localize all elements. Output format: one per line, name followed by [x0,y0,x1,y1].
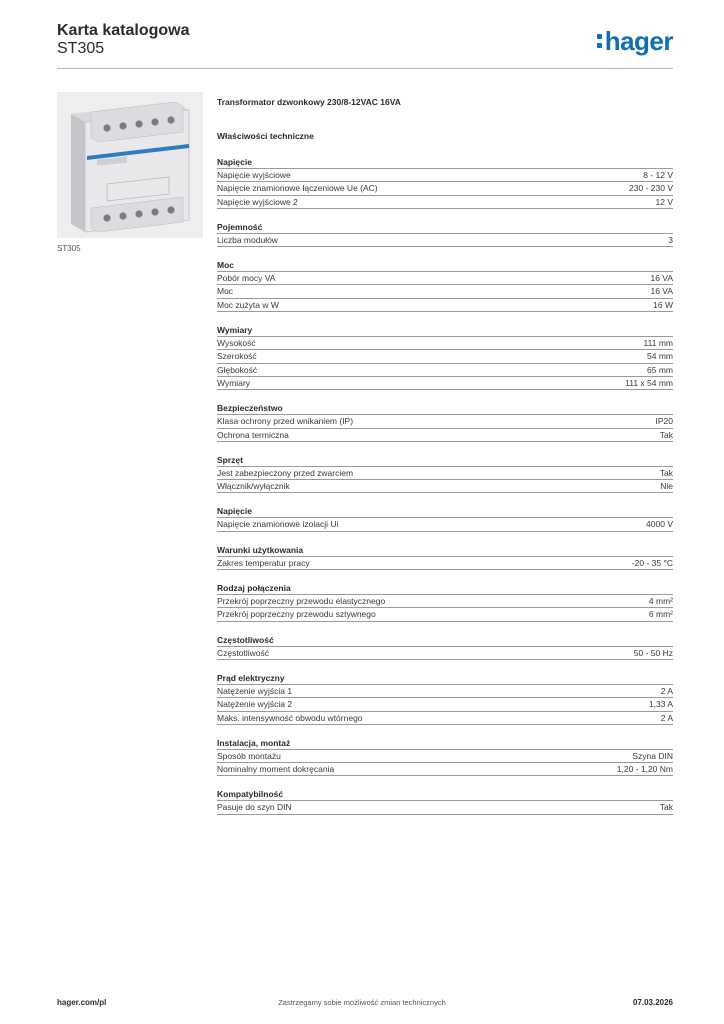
product-code: ST305 [57,40,105,57]
spec-row [217,415,673,428]
footer-date: 07.03.2026 [632,998,673,1007]
spec-value: Tak [659,429,673,440]
document-title: Karta katalogowa [57,22,190,39]
logo-text: hager [604,26,673,56]
page-header [57,22,673,70]
spec-label: Napięcie znamionowe izolacji Ui [217,519,339,530]
header-divider [57,68,673,69]
spec-value: 65 mm [647,364,673,375]
spec-row [217,698,673,711]
spec-label: Jest zabezpieczony przed zwarciem [217,467,354,478]
spec-row [217,518,673,531]
spec-row [217,299,673,312]
spec-value: Szyna DIN [632,750,673,761]
spec-section [217,788,673,814]
spec-value: 12 V [655,196,673,207]
spec-label: Włącznik/wyłącznik [217,481,290,492]
spec-value: 16 VA [650,286,673,297]
spec-label: Napięcie znamionowe łączeniowe Ue (AC) [217,183,378,194]
spec-label: Przekrój poprzeczny przewodu sztywnego [217,609,376,620]
section-title: Wymiary [217,324,673,337]
spec-label: Nominalny moment dokręcania [217,764,335,775]
spec-row [217,350,673,363]
spec-value: 111 mm [643,338,673,349]
spec-row [217,234,673,247]
spec-row [217,712,673,725]
spec-section [217,454,673,494]
spec-row [217,377,673,390]
spec-value: 50 - 50 Hz [633,647,673,658]
spec-section [217,505,673,531]
properties-heading: Właściwości techniczne [217,131,314,141]
spec-value: 16 VA [650,273,673,284]
spec-section [217,582,673,622]
spec-label: Pobór mocy VA [217,273,276,284]
spec-row [217,480,673,493]
spec-row [217,337,673,350]
footer-website: hager.com/pl [57,998,107,1007]
spec-section [217,634,673,660]
logo-dots-icon [597,31,603,51]
section-title: Prąd elektryczny [217,672,673,685]
spec-row [217,801,673,814]
spec-label: Klasa ochrony przed wnikaniem (IP) [217,416,354,427]
spec-row [217,196,673,209]
spec-value: IP20 [655,416,673,427]
spec-row [217,364,673,377]
spec-value: 8 - 12 V [643,170,673,180]
spec-label: Moc [217,286,234,297]
spec-value: 54 mm [647,351,673,362]
section-title: Instalacja, montaż [217,737,673,750]
spec-row [217,272,673,285]
spec-label: Częstotliwość [217,647,269,658]
spec-row [217,169,673,182]
footer-disclaimer: Zastrzegamy sobie możliwość zmian technicznych [278,998,446,1007]
spec-label: Wysokość [217,338,256,349]
spec-label: Natężenie wyjścia 1 [217,685,293,696]
spec-section [217,156,673,209]
spec-row [217,595,673,608]
spec-row [217,750,673,763]
spec-sheet [217,96,673,815]
spec-row [217,429,673,442]
product-image [57,92,203,238]
spec-value: 6 mm² [648,609,673,620]
spec-row [217,647,673,660]
section-title: Napięcie [217,156,673,169]
spec-label: Pasuje do szyn DIN [217,802,292,813]
spec-value: 3 [668,234,673,245]
spec-value: 1,20 - 1,20 Nm [616,764,673,775]
spec-row [217,557,673,570]
spec-label: Głębokość [217,364,258,375]
section-title: Rodzaj połączenia [217,582,673,595]
spec-label: Sposób montażu [217,750,281,761]
section-title: Warunki użytkowania [217,544,673,557]
spec-label: Przekrój poprzeczny przewodu elastycznego [217,596,386,607]
spec-value: Tak [659,802,673,813]
spec-label: Zakres temperatur pracy [217,557,310,568]
transformer-module-icon [57,92,203,238]
spec-value: Tak [659,467,673,478]
section-title: Moc [217,259,673,272]
spec-row [217,763,673,776]
section-title: Napięcie [217,505,673,518]
hager-logo [597,28,673,54]
spec-label: Napięcie wyjściowe [217,170,291,180]
section-title: Pojemność [217,221,673,234]
spec-sections [217,156,673,815]
spec-section [217,259,673,312]
spec-value: 2 A [660,712,673,723]
spec-value: 16 W [653,299,673,310]
section-title: Bezpieczeństwo [217,402,673,415]
spec-label: Natężenie wyjścia 2 [217,699,293,710]
spec-row [217,685,673,698]
spec-value: 111 x 54 mm [625,377,673,388]
image-caption: ST305 [57,244,81,253]
spec-section [217,672,673,725]
spec-value: 2 A [660,685,673,696]
section-title: Częstotliwość [217,634,673,647]
spec-value: -20 - 35 °C [631,557,673,568]
spec-label: Wymiary [217,377,250,388]
spec-row [217,608,673,621]
spec-section [217,221,673,247]
section-title: Sprzęt [217,454,673,467]
spec-row [217,182,673,195]
spec-section [217,324,673,390]
spec-label: Ochrona termiczna [217,429,289,440]
spec-value: 1,33 A [648,699,673,710]
spec-row [217,285,673,298]
spec-value: 4 mm² [648,596,673,607]
spec-value: Nie [660,481,673,492]
spec-label: Moc zużyta w W [217,299,279,310]
spec-value: 230 - 230 V [629,183,673,194]
spec-section [217,402,673,442]
spec-row [217,467,673,480]
spec-label: Liczba modułów [217,234,278,245]
section-title: Kompatybilność [217,788,673,801]
spec-section [217,737,673,777]
spec-label: Maks. intensywność obwodu wtórnego [217,712,363,723]
spec-label: Napięcie wyjściowe 2 [217,196,298,207]
spec-section [217,544,673,570]
spec-value: 4000 V [646,519,673,530]
product-name: Transformator dzwonkowy 230/8-12VAC 16VA [217,97,401,107]
spec-label: Szerokość [217,351,257,362]
